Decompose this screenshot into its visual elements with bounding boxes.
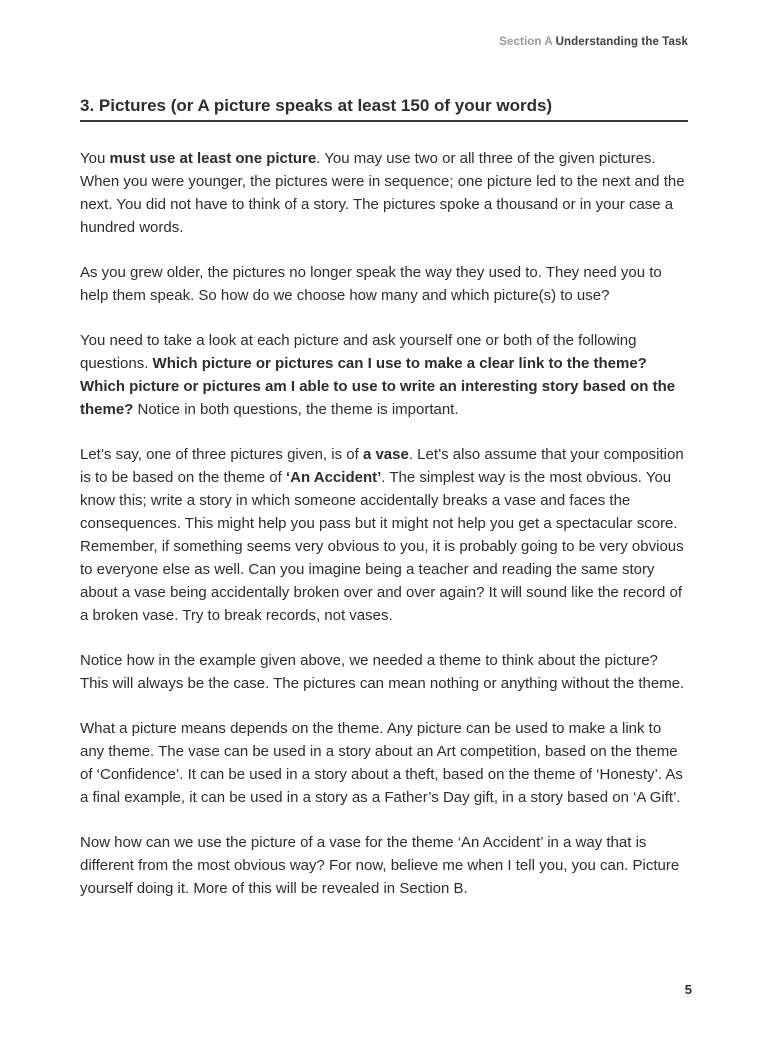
- text-segment: As you grew older, the pictures no longer speak the way they used to. They need you to help them speak. So how do we choose how many and which picture(s) to use?: [80, 264, 662, 304]
- paragraph: [80, 831, 688, 900]
- paragraph: [80, 443, 688, 627]
- text-segment: Now how can we use the picture of a vase for the theme ‘An Accident’ in a way that is different from the most obvious way? For now, believe me when I tell you, you can. Picture yourself doing it. More of this will be revealed in Section B.: [80, 834, 680, 897]
- text-segment: Notice in both questions, the theme is important.: [133, 401, 459, 418]
- paragraph: [80, 329, 688, 421]
- text-segment: . The simplest way is the most obvious. You know this; write a story in which someone accidentally breaks a vase and faces the consequences. This might help you pass but it might not help you get a spectacular score. Remember, if something seems very obvious to you, it is probably going to be very obvious to everyone else as well. Can you imagine being a teacher and reading the same story about a vase being accidentally broken over and over again? It will sound like the record of a broken vase. Try to break records, not vases.: [80, 469, 684, 624]
- paragraph: [80, 261, 688, 307]
- running-header-section-title: Understanding the Task: [555, 36, 688, 48]
- page-title: 3. Pictures (or A picture speaks at least 150 of your words): [80, 96, 688, 122]
- paragraph: [80, 649, 688, 695]
- paragraph: [80, 147, 688, 239]
- body-text: [80, 147, 688, 900]
- text-segment: Notice how in the example given above, we needed a theme to think about the picture? This will always be the case. The pictures can mean nothing or anything without the theme.: [80, 652, 685, 692]
- text-segment: a vase: [362, 446, 409, 463]
- page-number: 5: [684, 982, 692, 997]
- running-header: [499, 36, 688, 48]
- text-segment: . You may use two or all three of the given pictures. When you were younger, the pictures were in sequence; one picture led to the next and the next. You did not have to think of a story. The pictures spoke a thousand or in your case a hundred words.: [80, 150, 685, 236]
- text-segment: must use at least one picture: [109, 150, 317, 167]
- text-segment: ‘An Accident’: [285, 469, 382, 486]
- paragraph: [80, 717, 688, 809]
- text-segment: What a picture means depends on the theme. Any picture can be used to make a link to any theme. The vase can be used in a story about an Art competition, based on the theme of ‘Confidence’. It can be used in a story about a theft, based on the theme of ‘Honesty’. As a final example, it can be used in a story as a Father’s Day gift, in a story based on ‘A Gift’.: [80, 720, 683, 806]
- text-segment: Which picture or pictures can I use to make a clear link to the theme? Which picture or pictures am I able to use to write an interesting story based on the theme?: [80, 355, 676, 418]
- text-segment: . Let’s also assume that your composition is to be based on the theme of: [80, 446, 684, 486]
- text-segment: You need to take a look at each picture and ask yourself one or both of the following questions.: [80, 332, 637, 372]
- text-segment: You: [80, 150, 110, 167]
- page-content: [80, 96, 688, 900]
- running-header-section-label: Section A: [499, 36, 553, 48]
- text-segment: Let’s say, one of three pictures given, is of: [80, 446, 363, 463]
